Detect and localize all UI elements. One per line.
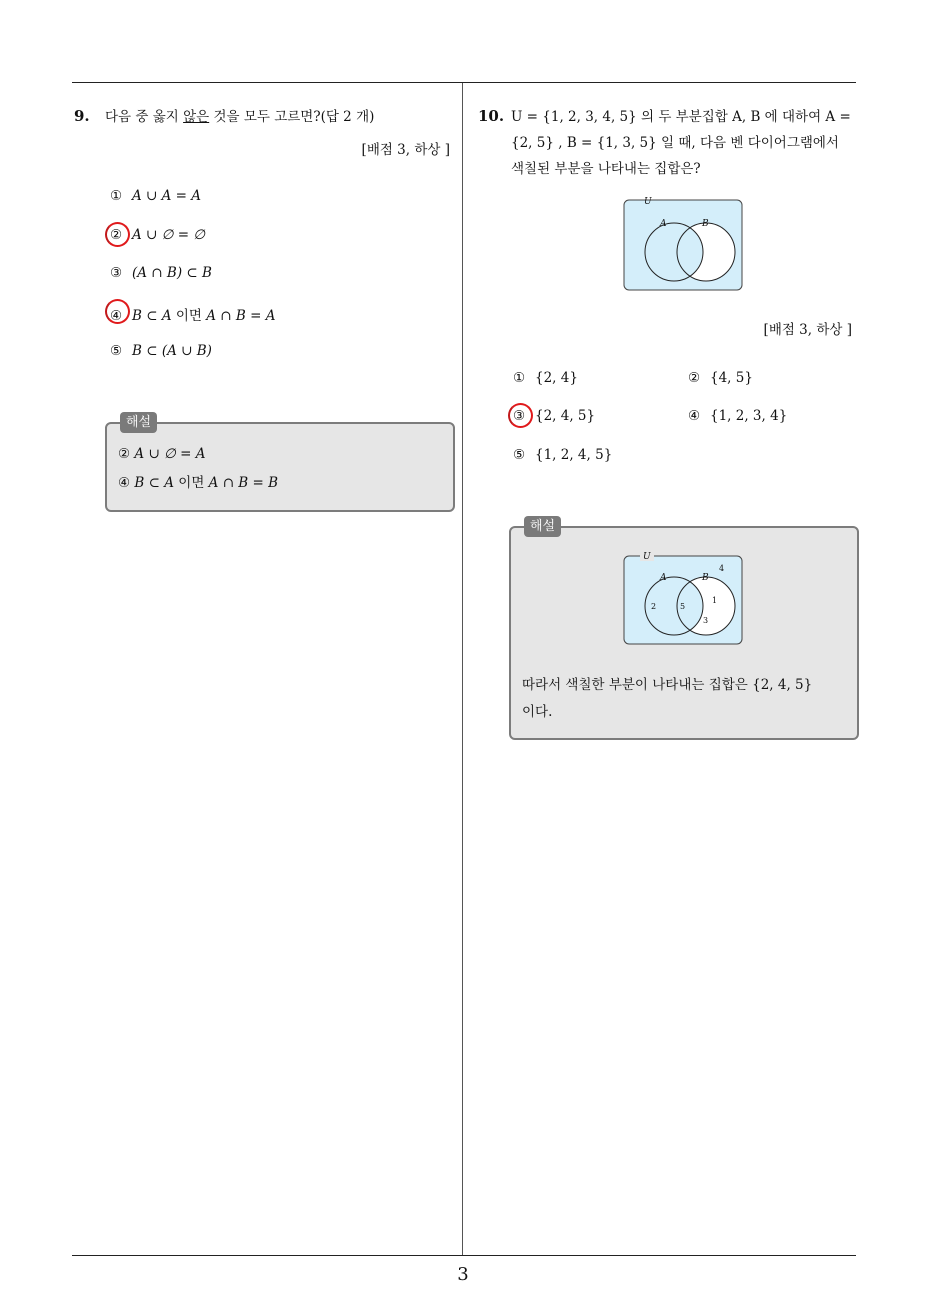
choice-mark: ③ (110, 265, 123, 281)
page-number: 3 (457, 1264, 469, 1285)
set-b-label: B (702, 573, 709, 583)
solution-line-text-c: A ∩ B = B (208, 475, 279, 491)
a-only-element: 2 (651, 602, 657, 611)
solution-line-mark: ④ (118, 475, 131, 491)
question-10-text-line-2: {2, 5} , B = {1, 3, 5} 일 때, 다음 벤 다이어그램에서 (511, 135, 839, 151)
question-10-choice-5[interactable] (513, 447, 612, 463)
question-9-choice-1[interactable] (110, 188, 201, 204)
set-a-label: A (660, 219, 667, 229)
solution-line-2 (118, 471, 278, 491)
choice-text: (A ∩ B) ⊂ B (132, 265, 212, 281)
solution-line-mark: ② (118, 446, 131, 462)
selected-answer-circle (508, 403, 533, 428)
choice-mark: ③ (513, 408, 526, 424)
choice-text: {1, 2, 3, 4} (710, 408, 788, 424)
b-only-element-1: 1 (712, 596, 718, 605)
question-10-score-meta: [배점 3, 하상 ] (763, 322, 852, 338)
choice-mark: ⑤ (513, 447, 526, 463)
choice-text: {2, 4} (535, 370, 578, 386)
choice-mark: ⑤ (110, 343, 123, 359)
choice-text: {4, 5} (710, 370, 753, 386)
solution-line-2: 이다. (522, 704, 553, 720)
footer-rule (72, 1255, 856, 1256)
solution-line-text-a: B ⊂ A (134, 475, 174, 491)
intersection-element: 5 (680, 602, 686, 611)
question-9-text-after: 것을 모두 고르면?(답 2 개) (209, 109, 375, 125)
question-10-choice-4[interactable] (688, 408, 787, 424)
column-divider (462, 83, 463, 1255)
solution-venn-diagram (620, 549, 746, 649)
choice-text: {2, 4, 5} (535, 408, 596, 424)
choice-text: {1, 2, 4, 5} (535, 447, 613, 463)
choice-mark: ② (110, 227, 123, 243)
question-9-number: 9. (74, 107, 90, 125)
question-10-text-line-1: U = {1, 2, 3, 4, 5} 의 두 부분집합 A, B 에 대하여 A = (511, 109, 851, 125)
selected-answer-circle (105, 222, 130, 247)
question-9-choice-4[interactable] (110, 304, 275, 324)
universe-label: U (643, 552, 651, 562)
header-rule (72, 82, 856, 83)
solution-tag: 해설 (120, 412, 157, 433)
choice-mark: ② (688, 370, 701, 386)
choice-mark: ④ (110, 308, 123, 324)
choice-text-a: B ⊂ A (132, 308, 172, 324)
choice-text-b: 이면 (171, 308, 207, 324)
solution-line-1 (118, 446, 205, 462)
question-9-text-before: 다음 중 옳지 (105, 109, 184, 125)
question-10-text-line-3: 색칠된 부분을 나타내는 집합은? (511, 161, 701, 177)
solution-line-text: A ∪ ∅ = A (134, 446, 206, 462)
set-b-label: B (702, 219, 709, 229)
outside-element: 4 (719, 564, 725, 573)
question-10-choice-1[interactable] (513, 370, 578, 386)
choice-text-c: A ∩ B = A (206, 308, 276, 324)
question-10-venn-diagram (620, 195, 746, 295)
selected-answer-circle (105, 299, 130, 324)
set-a-label: A (660, 573, 667, 583)
solution-line-text-b: 이면 (173, 475, 209, 491)
question-9-text (105, 104, 374, 130)
choice-text: B ⊂ (A ∪ B) (132, 343, 212, 359)
choice-text: A ∪ A = A (132, 188, 202, 204)
solution-tag: 해설 (524, 516, 561, 537)
choice-mark: ① (110, 188, 123, 204)
b-only-element-2: 3 (703, 616, 709, 625)
choice-text: A ∪ ∅ = ∅ (132, 227, 206, 243)
question-9-choice-5[interactable] (110, 343, 212, 359)
question-10-number: 10. (478, 107, 505, 125)
choice-mark: ① (513, 370, 526, 386)
choice-mark: ④ (688, 408, 701, 424)
question-10-choice-2[interactable] (688, 370, 753, 386)
question-9-score-meta: [배점 3, 하상 ] (361, 142, 450, 158)
solution-line-1: 따라서 색칠한 부분이 나타내는 집합은 {2, 4, 5} (522, 677, 813, 693)
question-9-text-underlined: 않은 (183, 109, 210, 125)
universe-label: U (644, 197, 652, 207)
question-9-choice-3[interactable] (110, 265, 212, 281)
question-9-solution-box (105, 422, 455, 512)
